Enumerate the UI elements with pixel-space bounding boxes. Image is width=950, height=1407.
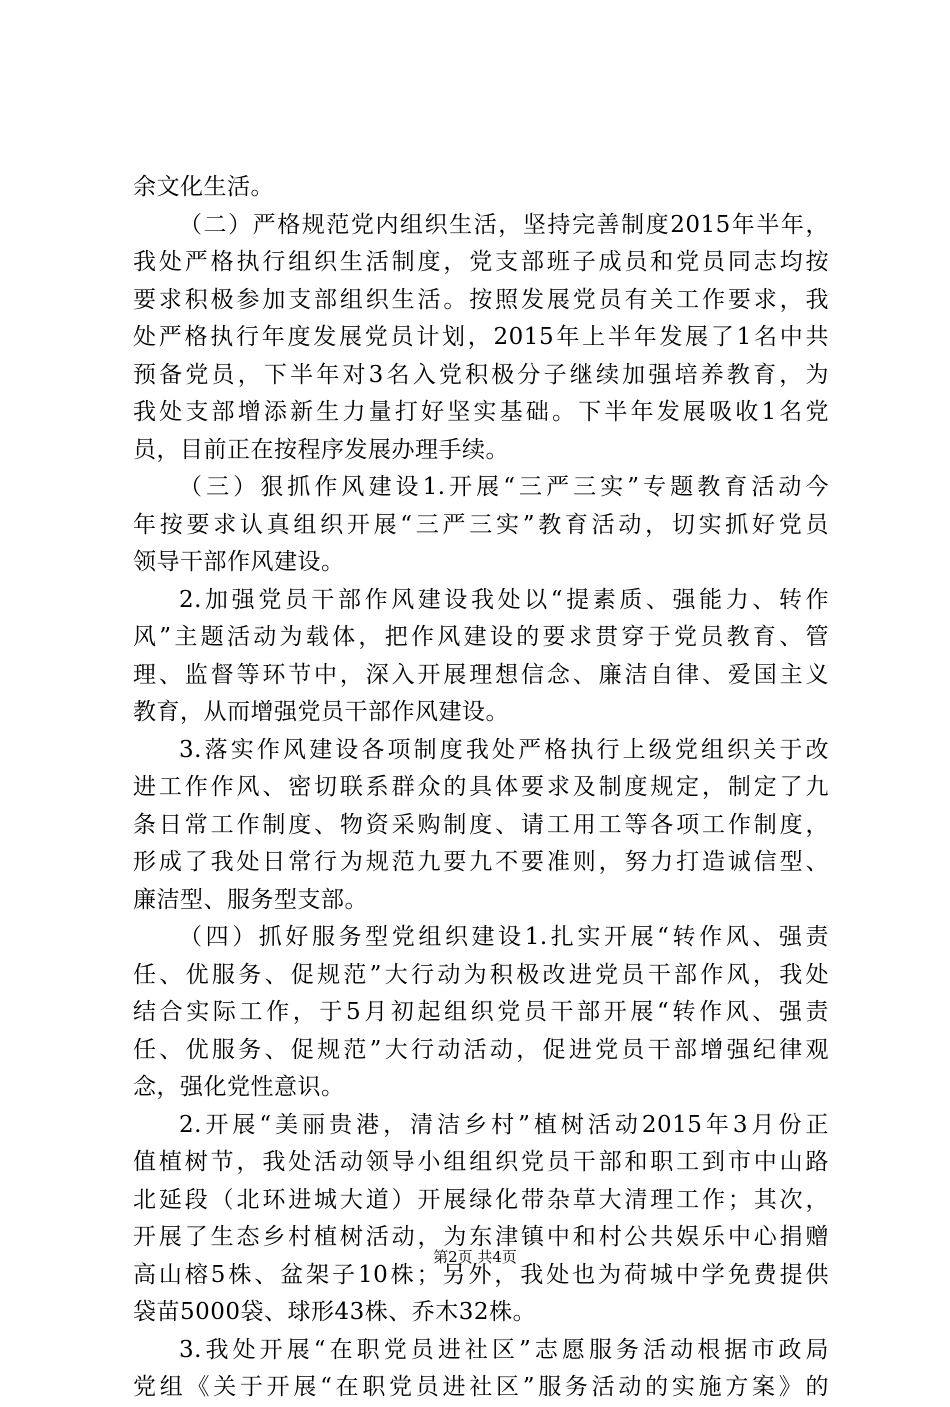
text-line: 处严格执行年度发展党员计划，2015年上半年发展了1名中共 [133,324,829,350]
text-line: 袋苗5000袋、球形43株、乔木32株。 [133,1299,537,1325]
text-line: 党组《关于开展“在职党员进社区”服务活动的实施方案》的 [133,1374,829,1400]
text-line: 高山榕5株、盆架子10株；另外，我处也为荷城中学免费提供 [133,1261,829,1288]
text-line: 北延段（北环进城大道）开展绿化带杂草大清理工作；其次， [133,1186,829,1213]
text-line: 任、优服务、促规范”大行动活动，促进党员干部增强纪律观 [133,1036,829,1063]
text-line: 教育，从而增强党员干部作风建设。 [133,699,509,725]
text-line: 余文化生活。 [133,174,274,200]
text-line: 年按要求认真组织开展“三严三实”教育活动，切实抓好党员 [133,511,829,538]
text-line: 形成了我处日常行为规范九要九不要准则，努力打造诚信型、 [133,849,829,875]
text-line: 3.我处开展“在职党员进社区”志愿服务活动根据市政局 [179,1336,829,1363]
text-line: 廉洁型、服务型支部。 [133,886,368,913]
document-body [133,169,829,1407]
text-line: 我处严格执行组织生活制度，党支部班子成员和党员同志均按 [133,249,829,275]
text-line: 我处支部增添新生力量打好坚实基础。下半年发展吸收1名党 [133,399,829,425]
text-line: 领导干部作风建设。 [133,549,345,575]
text-line: 2.加强党员干部作风建设我处以“提素质、强能力、转作 [179,586,829,613]
text-line: 风”主题活动为载体，把作风建设的要求贯穿于党员教育、管 [133,624,829,650]
text-line: 员，目前正在按程序发展办理手续。 [133,436,509,463]
text-line: 开展了生态乡村植树活动，为东津镇中和村公共娱乐中心捐赠 [133,1224,829,1250]
page-footer [0,1247,950,1267]
text-line: （四）抓好服务型党组织建设1.扎实开展“转作风、强责 [179,924,829,950]
text-line: （二）严格规范党内组织生活，坚持完善制度2015年半年， [179,211,829,238]
page-number-indicator: 第2页 共4页 [433,1248,517,1266]
text-line: 预备党员，下半年对3名入党积极分子继续加强培养教育，为 [133,361,829,388]
text-line: 2.开展“美丽贵港，清洁乡村”植树活动2015年3月份正 [179,1111,829,1138]
text-line: 要求积极参加支部组织生活。按照发展党员有关工作要求，我 [133,286,829,313]
text-line: 值植树节，我处活动领导小组组织党员干部和职工到市中山路 [133,1149,829,1175]
text-line: 进工作作风、密切联系群众的具体要求及制度规定，制定了九 [133,774,829,800]
text-line: （三）狠抓作风建设1.开展“三严三实”专题教育活动今 [179,474,829,500]
text-line: 条日常工作制度、物资采购制度、请工用工等各项工作制度， [133,811,829,838]
text-line: 念，强化党性意识。 [133,1074,345,1100]
text-line: 任、优服务、促规范”大行动为积极改进党员干部作风，我处 [133,961,829,988]
text-line: 理、监督等环节中，深入开展理想信念、廉洁自律、爱国主义 [133,661,829,688]
text-line: 3.落实作风建设各项制度我处严格执行上级党组织关于改 [179,736,829,763]
text-line: 结合实际工作，于5月初起组织党员干部开展“转作风、强责 [133,999,829,1025]
